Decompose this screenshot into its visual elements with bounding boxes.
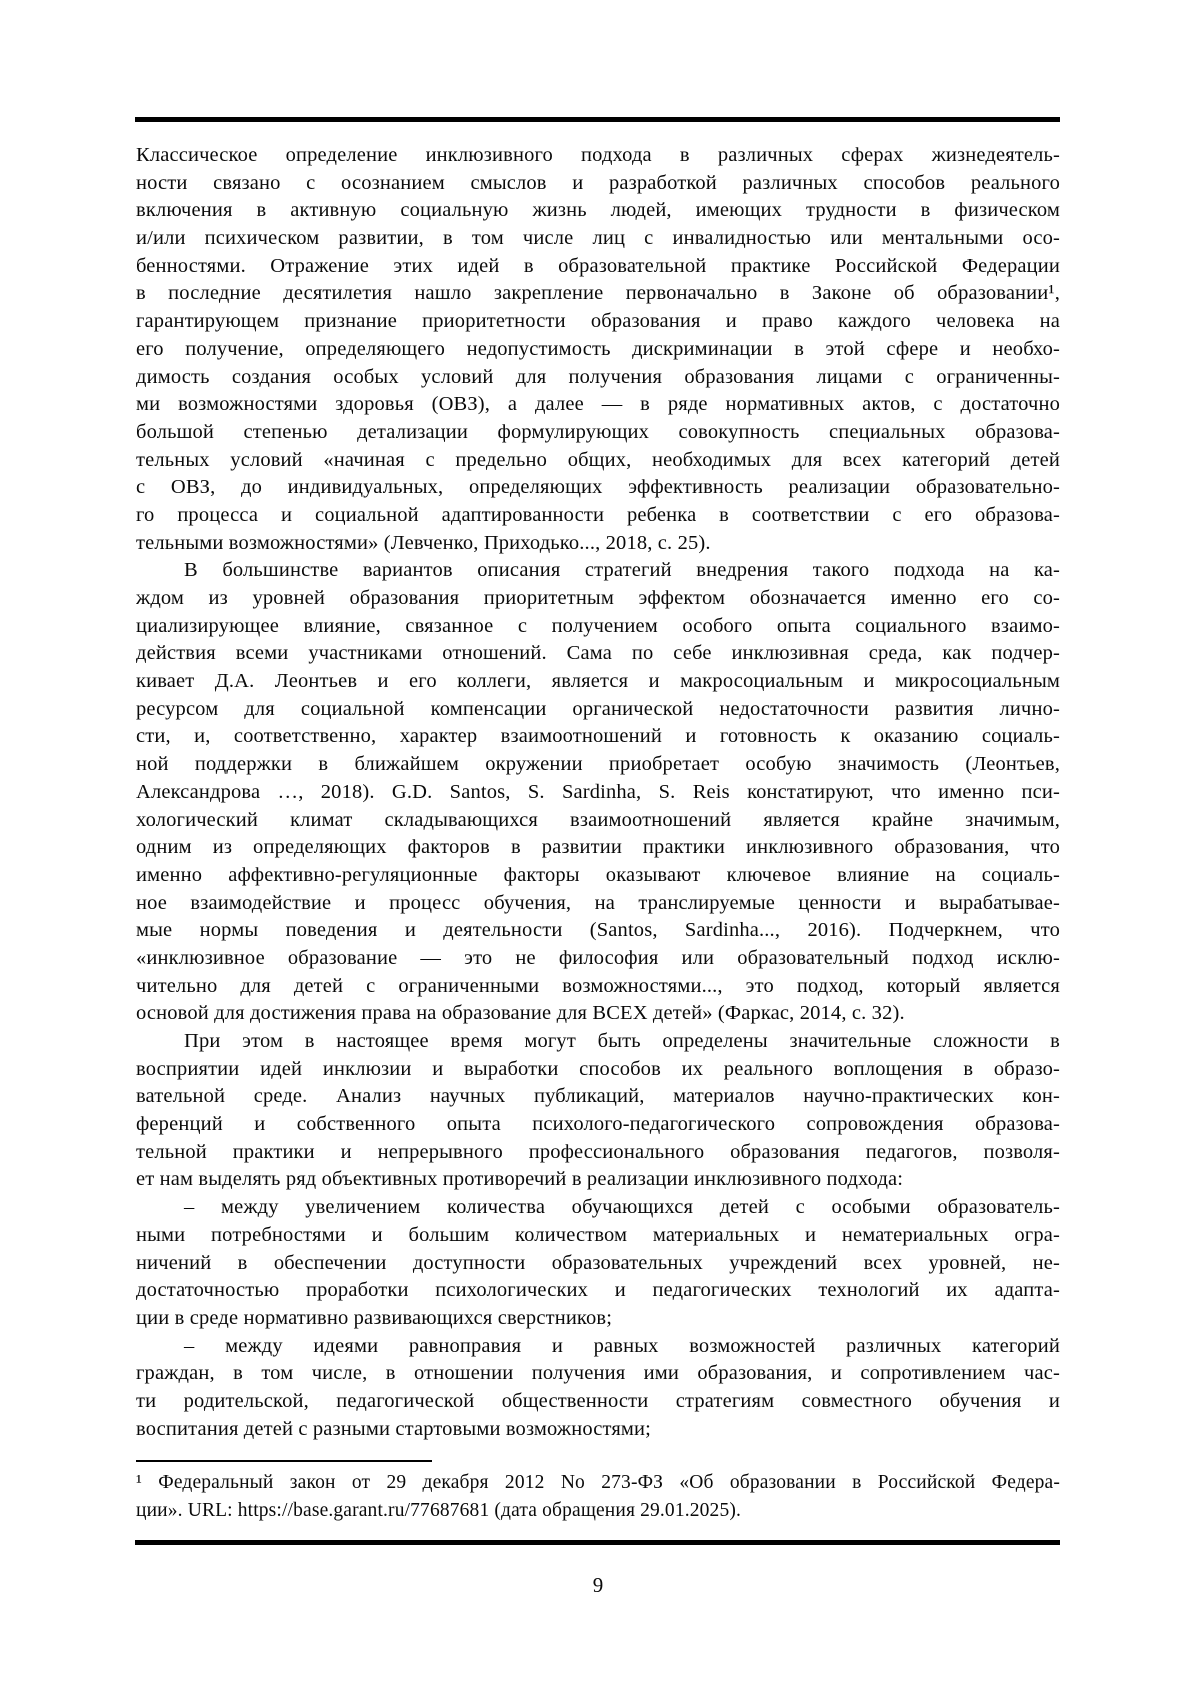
paragraph-2-line: действия всеми участниками отношений. Сама по себе инклюзивная среда, как подчер- [136, 642, 1060, 665]
paragraph-2-line: мые нормы поведения и деятельности (Santos, Sardinha..., 2016). Подчеркнем, что [136, 919, 1060, 942]
paragraph-1-line: тельных условий «начиная с предельно общих, необходимых для всех категорий детей [136, 448, 1060, 471]
paragraph-1-line: Классическое определение инклюзивного подхода в различных сферах жизнедеятель- [136, 144, 1060, 166]
bullet-item-1-line: ными потребностями и большим количеством материальных и нематериальных огра- [136, 1223, 1060, 1246]
footnote-line: ¹ Федеральный закон от 29 декабря 2012 No 273-ФЗ «Об образовании в Российской Федера- [136, 1472, 1060, 1493]
bullet-item-1-line: – между увеличением количества обучающихся детей с особыми образователь- [184, 1196, 1060, 1219]
paragraph-2-line: основой для достижения права на образование для ВСЕХ детей» (Фаркас, 2014, с. 32). [136, 1002, 905, 1025]
paragraph-2-line: сти, и, соответственно, характер взаимоотношений и готовность к оказанию социаль- [136, 725, 1060, 748]
bullet-item-2-line: граждан, в том числе, в отношении получения ими образования, и сопротивлением час- [136, 1362, 1060, 1385]
bullet-item-1-line: ничений в обеспечении доступности образовательных учреждений всех уровней, не- [136, 1251, 1060, 1274]
paragraph-2-line: ное взаимодействие и процесс обучения, на транслируемые ценности и вырабатывае- [136, 891, 1060, 914]
paragraph-1-line: бенностями. Отражение этих идей в образовательной практике Российской Федерации [136, 254, 1060, 277]
paragraph-2-line: одним из определяющих факторов в развитии практики инклюзивного образования, что [136, 836, 1060, 859]
footnote [136, 1469, 1060, 1524]
paragraph-3-line: ет нам выделять ряд объективных противоречий в реализации инклюзивного подхода: [136, 1168, 904, 1191]
paragraph-2-line: В большинстве вариантов описания стратегий внедрения такого подхода на ка- [184, 559, 1060, 582]
paragraph-2-line: ресурсом для социальной компенсации органической недостаточности развития лично- [136, 697, 1060, 720]
page-number: 9 [592, 1573, 604, 1597]
body-text [136, 142, 1060, 1443]
paragraph-1-line: димость создания особых условий для получения образования лицами с ограниченны- [136, 365, 1060, 388]
paragraph-1-line: гарантирующем признание приоритетности образования и право каждого человека на [136, 310, 1060, 333]
paragraph-1-line: го процесса и социальной адаптированности ребенка в соответствии с его образова- [136, 503, 1060, 526]
footnote-line: ции». URL: https://base.garant.ru/77687681 (дата обращения 29.01.2025). [136, 1499, 742, 1521]
paragraph-2-line: хологический климат складывающихся взаимоотношений является крайне значимым, [136, 808, 1060, 831]
bullet-item-2-line: воспитания детей с разными стартовыми возможностями; [136, 1417, 652, 1440]
paragraph-2-line: кивает Д.А. Леонтьев и его коллеги, является и макросоциальным и микросоциальным [136, 670, 1060, 693]
bullet-item-1-line: ции в среде нормативно развивающихся сверстников; [136, 1306, 613, 1329]
paragraph-1-line: большой степенью детализации формулирующих совокупность специальных образова- [136, 420, 1060, 443]
paragraph-1-line: ми возможностями здоровья (ОВЗ), а далее — в ряде нормативных актов, с достаточно [136, 393, 1060, 416]
bullet-item-1-line: достаточностью проработки психологических и педагогических технологий их адапта- [136, 1279, 1060, 1302]
paragraph-2-line: именно аффективно-регуляционные факторы оказывают ключевое влияние на социаль- [136, 863, 1060, 886]
paragraph-3-line: тельной практики и непрерывного профессионального образования педагогов, позволя- [136, 1140, 1060, 1163]
paragraph-2-line: Александрова …, 2018). G.D. Santos, S. Sardinha, S. Reis констатируют, что именно пси- [136, 780, 1060, 803]
paragraph-3-line: восприятии идей инклюзии и выработки способов их реального воплощения в образо- [136, 1057, 1060, 1080]
paragraph-2-line: чительно для детей с ограниченными возможностями..., это подход, который является [136, 974, 1060, 997]
paragraph-2-line: ной поддержки в ближайшем окружении приобретает особую значимость (Леонтьев, [136, 753, 1060, 776]
bullet-item-2-line: ти родительской, педагогической общественности стратегиям совместного обучения и [136, 1389, 1060, 1412]
paragraph-1-line: тельными возможностями» (Левченко, Приходько..., 2018, с. 25). [136, 531, 711, 554]
paragraph-2-line: ждом из уровней образования приоритетным эффектом обозначается именно его со- [136, 587, 1060, 609]
paragraph-3-line: вательной среде. Анализ научных публикаций, материалов научно-практических кон- [136, 1085, 1060, 1108]
paragraph-1-line: с ОВЗ, до индивидуальных, определяющих эффективность реализации образовательно- [136, 476, 1060, 499]
paragraph-3-line: При этом в настоящее время могут быть определены значительные сложности в [184, 1030, 1060, 1052]
paragraph-1-line: включения в активную социальную жизнь людей, имеющих трудности в физическом [136, 199, 1060, 222]
paragraph-1-line: и/или психическом развитии, в том числе лиц с инвалидностью или ментальными осо- [136, 227, 1060, 250]
paragraph-2-line: «инклюзивное образование — это не философия или образовательный подход исклю- [136, 946, 1060, 969]
footer-rule [135, 1540, 1060, 1545]
header-rule [135, 117, 1060, 122]
paragraph-2-line: циализирующее влияние, связанное с получением особого опыта социального взаимо- [136, 614, 1060, 637]
paragraph-1-line: его получение, определяющего недопустимость дискриминации в этой сфере и необхо- [136, 337, 1060, 360]
paragraph-1-line: в последние десятилетия нашло закрепление первоначально в Законе об образовании¹, [136, 282, 1060, 305]
paragraph-3-line: ференций и собственного опыта психолого-педагогического сопровождения образова- [136, 1113, 1060, 1136]
footnote-separator [136, 1460, 432, 1462]
bullet-item-2-line: – между идеями равноправия и равных возможностей различных категорий [184, 1334, 1060, 1357]
paragraph-1-line: ности связано с осознанием смыслов и разработкой различных способов реального [136, 171, 1060, 194]
